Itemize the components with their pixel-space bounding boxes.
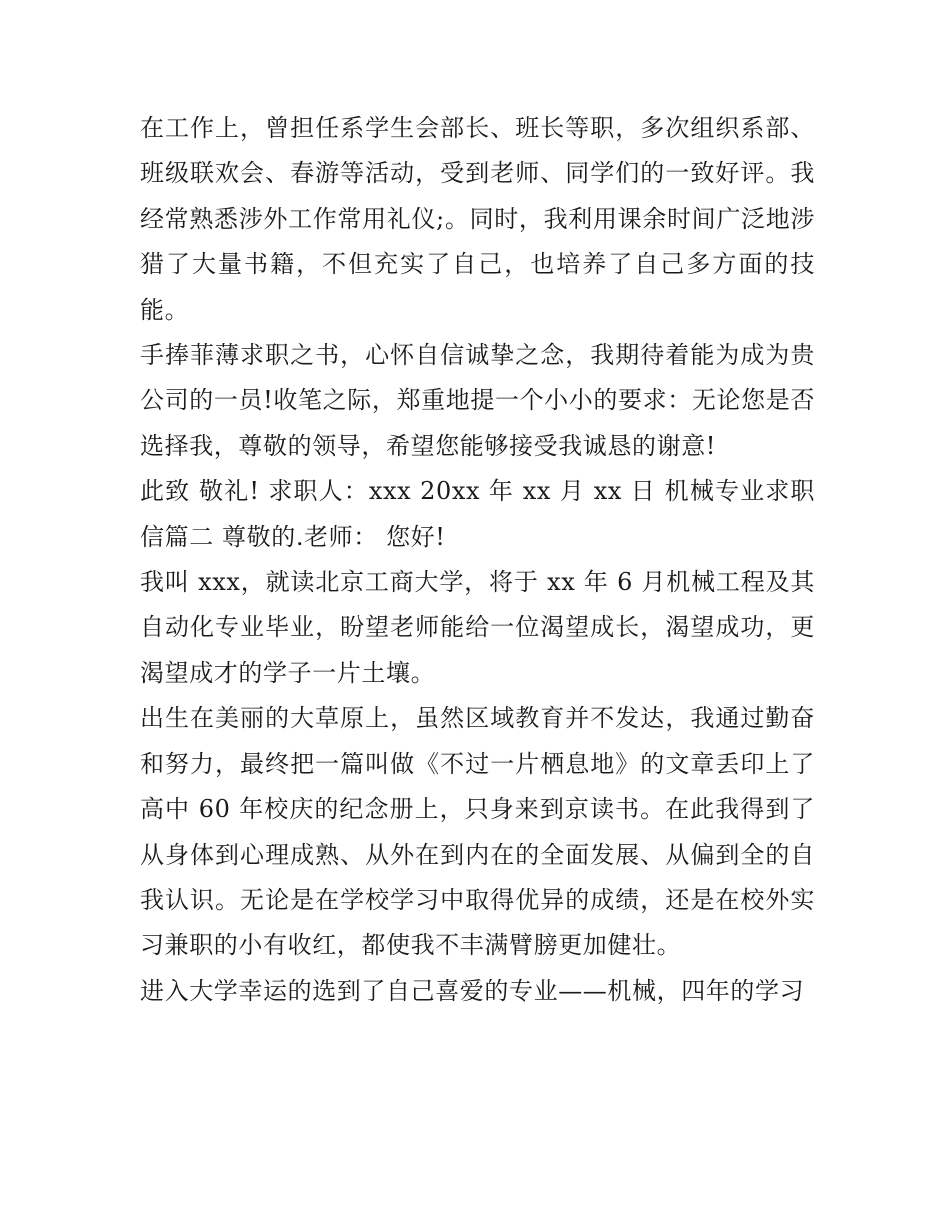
paragraph-introduction: 我叫 xxx，就读北京工商大学，将于 xx 年 6 月机械工程及其自动化专业毕业，盼望老师能给一位渴望成长，渴望成功，更渴望成才的学子一片土壤。 — [140, 568, 815, 687]
paragraph-university-study: 进入大学幸运的选到了自己喜爱的专业——机械，四年的学习 — [140, 976, 805, 1005]
paragraph-work-experience: 在工作上，曾担任系学生会部长、班长等职，多次组织系部、班级联欢会、春游等活动，受到老师、同学们的一致好评。我经常熟悉涉外工作常用礼仪;。同时，我利用课余时间广泛地涉猎了大量书籍，不但充实了自己，也培养了自己多方面的技能。 — [140, 114, 815, 324]
paragraph-salutation: 此致 敬礼! 求职人：xxx 20xx 年 xx 月 xx 日 机械专业求职信篇二 尊敬的.老师： 您好! — [140, 477, 815, 551]
document-body — [140, 106, 815, 1014]
paragraph-closing-request: 手捧菲薄求职之书，心怀自信诚挚之念，我期待着能为成为贵公司的一员!收笔之际，郑重地提一个小小的要求：无论您是否选择我，尊敬的领导，希望您能够接受我诚恳的谢意! — [140, 341, 815, 460]
paragraph-background: 出生在美丽的大草原上，虽然区域教育并不发达，我通过勤奋和努力，最终把一篇叫做《不过一片栖息地》的文章丢印上了高中 60 年校庆的纪念册上，只身来到京读书。在此我得到了从身体到心理成熟、从外在到内在的全面发展、从偏到全的自我认识。无论是在学校学习中取得优异的成绩，还是在校外实习兼职的小有收红，都使我不丰满臂膀更加健壮。 — [140, 704, 815, 960]
